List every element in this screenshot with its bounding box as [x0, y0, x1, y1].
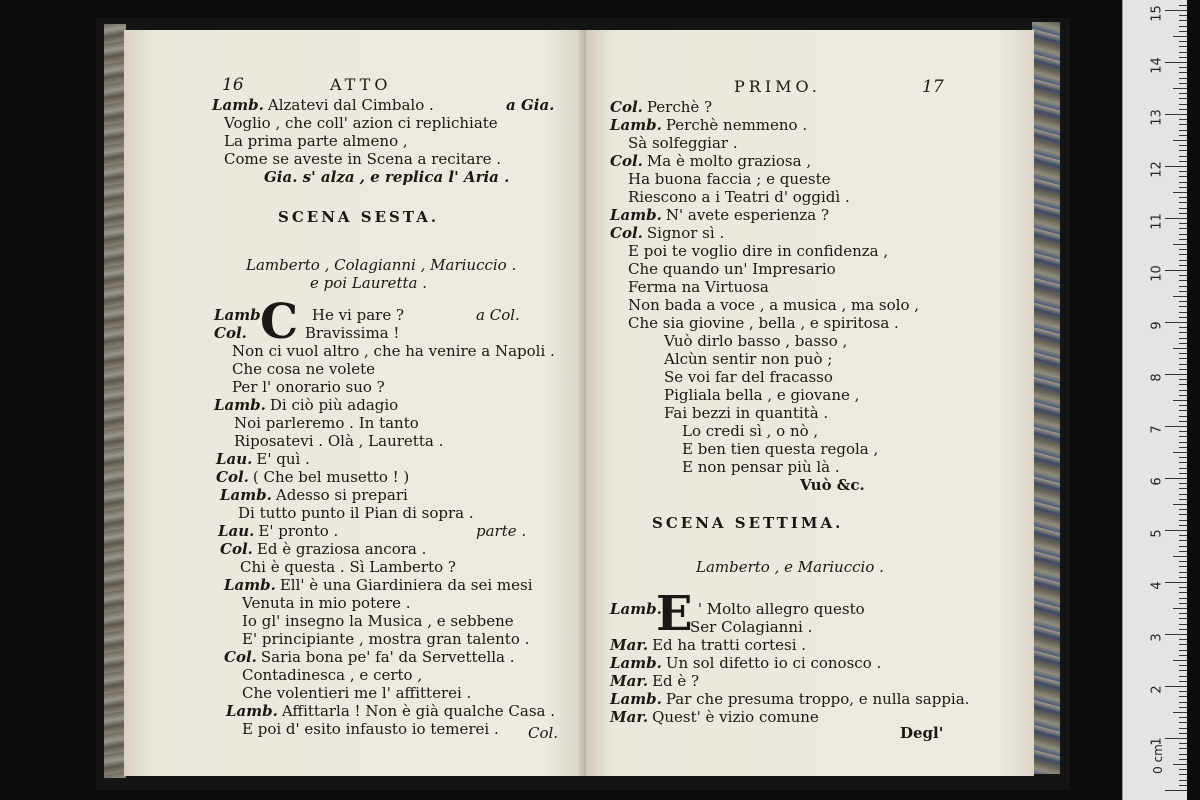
text-line: Di tutto punto il Pian di sopra . [238, 504, 474, 522]
ruler-tick [1179, 369, 1187, 370]
text-line: Mar. Ed ha tratti cortesi . [610, 636, 807, 654]
text-line: Riposatevi . Olà , Lauretta . [234, 432, 444, 450]
text-line: Col. Signor sì . [610, 224, 725, 242]
ruler-tick [1179, 312, 1187, 313]
ruler-tick [1179, 213, 1187, 214]
ruler-tick [1179, 254, 1187, 255]
ruler-tick [1179, 733, 1187, 734]
ruler-tick [1179, 431, 1187, 432]
ruler-tick [1179, 72, 1187, 73]
character-list: Lamberto , e Mariuccio . [696, 558, 884, 576]
ruler-tick [1179, 509, 1187, 510]
ruler-tick [1179, 457, 1187, 458]
scene-title: SCENA SETTIMA. [652, 514, 844, 532]
text-line: Non ci vuol altro , che ha venire a Napoli . [232, 342, 555, 360]
right-running-head: PRIMO. [734, 77, 821, 96]
ruler-tick [1179, 561, 1187, 562]
ruler-tick [1179, 239, 1187, 240]
text-line: La prima parte almeno , [224, 132, 408, 150]
text-line: Lamb. Adesso si prepari [220, 486, 408, 504]
ruler-tick [1179, 182, 1187, 183]
ruler-tick [1179, 145, 1187, 146]
ruler-tick [1165, 738, 1187, 739]
text-line: E poi d' esito infausto io temerei . [242, 720, 499, 738]
ruler-tick [1179, 624, 1187, 625]
ruler-tick [1179, 150, 1187, 151]
stage-aside: a Gia. [506, 96, 555, 114]
text-line: Col. Bravissima ! [214, 324, 400, 342]
ruler-tick [1179, 384, 1187, 385]
text-line: Riescono a i Teatri d' oggidì . [628, 188, 850, 206]
ruler-tick [1179, 520, 1187, 521]
ruler-tick [1179, 535, 1187, 536]
ruler-label: 10 [1149, 265, 1165, 282]
ruler-tick [1179, 592, 1187, 593]
ruler-tick [1179, 774, 1187, 775]
ruler-tick [1179, 291, 1187, 292]
ruler-tick [1179, 494, 1187, 495]
ruler-tick [1179, 566, 1187, 567]
verse-line: Alcùn sentir non può ; [664, 350, 833, 368]
ruler-tick [1173, 712, 1187, 713]
text-line: Col. Ma è molto graziosa , [610, 152, 812, 170]
ruler-unit-label: 0 cm [1150, 744, 1165, 774]
ruler-tick [1179, 135, 1187, 136]
ruler-tick [1165, 530, 1187, 531]
ruler-tick [1179, 551, 1187, 552]
ruler-tick [1165, 114, 1187, 115]
ruler-tick [1179, 161, 1187, 162]
text-line: Che quando un' Impresario [628, 260, 836, 278]
ruler-tick [1179, 416, 1187, 417]
ruler-tick [1173, 88, 1187, 89]
ruler-tick [1179, 613, 1187, 614]
text-line: Voglio , che coll' azion ci replichiate [224, 114, 498, 132]
ruler-tick [1179, 681, 1187, 682]
ruler-tick [1179, 93, 1187, 94]
ruler-label: 15 [1149, 5, 1165, 22]
text-line: Contadinesca , e certo , [242, 666, 423, 684]
ruler-tick [1165, 634, 1187, 635]
ruler-tick [1179, 525, 1187, 526]
ruler-label: 7 [1149, 425, 1165, 434]
text-line: Per l' onorario suo ? [232, 378, 385, 396]
ruler-tick [1179, 603, 1187, 604]
verse-line: E non pensar più là . [682, 458, 840, 476]
ruler-tick [1179, 41, 1187, 42]
ruler-tick [1179, 483, 1187, 484]
ruler-tick [1173, 400, 1187, 401]
ruler-label: 2 [1149, 685, 1165, 694]
ruler-tick [1179, 109, 1187, 110]
ruler-tick [1179, 280, 1187, 281]
ruler-tick [1173, 556, 1187, 557]
ruler-tick [1179, 327, 1187, 328]
text-line: Lamb. Ell' è una Giardiniera da sei mesi [224, 576, 533, 594]
ruler-tick [1173, 244, 1187, 245]
ruler-tick [1179, 577, 1187, 578]
text-line: Mar. Quest' è vizio comune [610, 708, 819, 726]
ruler-tick [1165, 686, 1187, 687]
ruler-tick [1165, 582, 1187, 583]
ruler-label: 3 [1149, 633, 1165, 642]
ruler-label: 13 [1149, 109, 1165, 126]
ruler-tick [1165, 426, 1187, 427]
ruler-tick [1179, 78, 1187, 79]
ruler-tick [1179, 442, 1187, 443]
text-line: Lamb. Alzatevi dal Cimbalo . [212, 96, 434, 114]
ruler-tick [1179, 98, 1187, 99]
text-line: Ferma na Virtuosa [628, 278, 769, 296]
ruler-tick [1165, 478, 1187, 479]
ruler-tick [1179, 130, 1187, 131]
ruler-tick [1173, 296, 1187, 297]
ruler-tick [1179, 728, 1187, 729]
ruler-tick [1179, 83, 1187, 84]
ruler-tick [1179, 780, 1187, 781]
ruler-tick [1179, 26, 1187, 27]
ruler-tick [1179, 670, 1187, 671]
ruler-tick [1179, 722, 1187, 723]
ruler-tick [1179, 618, 1187, 619]
text-line: Lamb. Par che presuma troppo, e nulla sappia. [610, 690, 970, 708]
ruler-tick [1179, 286, 1187, 287]
ruler-tick [1179, 249, 1187, 250]
ruler-tick [1179, 644, 1187, 645]
left-running-head: ATTO [330, 75, 392, 94]
ruler-tick [1173, 660, 1187, 661]
text-line: Sà solfeggiar . [628, 134, 738, 152]
ruler-tick [1179, 104, 1187, 105]
ruler-tick [1179, 332, 1187, 333]
ruler-tick [1179, 759, 1187, 760]
ruler-tick [1179, 390, 1187, 391]
ruler-tick [1165, 374, 1187, 375]
text-line: Col. ( Che bel musetto ! ) [216, 468, 410, 486]
right-cover-edge [1032, 22, 1060, 774]
ruler-tick [1179, 785, 1187, 786]
text-line: Lamb. N' avete esperienza ? [610, 206, 830, 224]
text-line: Lamb. Di ciò più adagio [214, 396, 399, 414]
ruler-tick [1179, 31, 1187, 32]
ruler-tick [1179, 676, 1187, 677]
da-capo-mark: Vuò &c. [800, 476, 865, 494]
ruler-tick [1179, 228, 1187, 229]
ruler-tick [1179, 499, 1187, 500]
text-line: Mar. Ed è ? [610, 672, 700, 690]
ruler-tick [1165, 62, 1187, 63]
text-line: Che cosa ne volete [232, 360, 376, 378]
text-line: Lamb. ' Molto allegro questo [610, 600, 865, 618]
text-line: Io gl' insegno la Musica , e sebbene [242, 612, 514, 630]
catchword: Degl' [900, 724, 944, 742]
ruler-tick [1179, 20, 1187, 21]
ruler-tick [1179, 702, 1187, 703]
ruler-tick [1179, 639, 1187, 640]
left-page [124, 30, 586, 776]
ruler-tick [1165, 322, 1187, 323]
text-line: E poi te voglio dire in confidenza , [628, 242, 889, 260]
ruler-tick [1179, 338, 1187, 339]
ruler-tick [1179, 306, 1187, 307]
ruler-label: 14 [1149, 57, 1165, 74]
ruler-tick [1173, 140, 1187, 141]
ruler-tick [1179, 364, 1187, 365]
ruler-tick [1165, 270, 1187, 271]
ruler-tick [1179, 488, 1187, 489]
ruler-tick [1179, 696, 1187, 697]
text-line: Lamb. Un sol difetto io ci conosco . [610, 654, 882, 672]
ruler-tick [1179, 156, 1187, 157]
ruler-tick [1179, 379, 1187, 380]
ruler-tick [1173, 192, 1187, 193]
text-line: Come se aveste in Scena a recitare . [224, 150, 502, 168]
ruler-tick [1179, 317, 1187, 318]
ruler-tick [1179, 353, 1187, 354]
verse-line: Pigliala bella , e giovane , [664, 386, 860, 404]
text-line: Lamb. He vi pare ? [214, 306, 405, 324]
ruler-tick [1165, 10, 1187, 11]
ruler-tick [1173, 36, 1187, 37]
text-line: Venuta in mio potere . [242, 594, 411, 612]
ruler-tick [1179, 301, 1187, 302]
ruler-tick [1179, 187, 1187, 188]
ruler-tick [1179, 473, 1187, 474]
text-line: Lau. E' pronto . [218, 522, 339, 540]
text-line: Non bada a voce , a musica , ma solo , [628, 296, 920, 314]
ruler-tick [1179, 447, 1187, 448]
ruler-tick [1173, 608, 1187, 609]
ruler-tick [1179, 119, 1187, 120]
text-line: Che volentieri me l' affitterei . [242, 684, 472, 702]
ruler-tick [1179, 462, 1187, 463]
drop-cap: E [656, 586, 693, 642]
ruler-label: 8 [1149, 373, 1165, 382]
text-line: Lamb. Affittarla ! Non è già qualche Casa . [226, 702, 556, 720]
ruler-tick [1179, 665, 1187, 666]
scene-title: SCENA SESTA. [278, 208, 440, 226]
left-folio: 16 [222, 75, 244, 95]
right-page [586, 30, 1034, 776]
verse-line: Lo credi sì , o nò , [682, 422, 819, 440]
ruler-tick [1179, 707, 1187, 708]
ruler-tick [1179, 405, 1187, 406]
text-line: Col. Saria bona pe' fa' da Servettella . [224, 648, 515, 666]
ruler-tick [1179, 572, 1187, 573]
text-line: Col. Ed è graziosa ancora . [220, 540, 427, 558]
ruler-tick [1173, 504, 1187, 505]
character-list: e poi Lauretta . [310, 274, 427, 292]
text-line: Col. Perchè ? [610, 98, 713, 116]
ruler-tick [1179, 754, 1187, 755]
verse-line: E ben tien questa regola , [682, 440, 879, 458]
character-list: Lamberto , Colagianni , Mariuccio . [246, 256, 517, 274]
ruler-label: 12 [1149, 161, 1165, 178]
ruler-tick [1179, 202, 1187, 203]
text-line: Noi parleremo . In tanto [234, 414, 419, 432]
ruler-tick [1179, 171, 1187, 172]
ruler-tick [1179, 223, 1187, 224]
left-cover-edge [104, 24, 126, 778]
ruler-tick [1173, 452, 1187, 453]
ruler-tick [1179, 260, 1187, 261]
measurement-ruler [1122, 0, 1187, 800]
ruler-label: 4 [1149, 581, 1165, 590]
ruler-tick [1179, 124, 1187, 125]
ruler-tick [1179, 15, 1187, 16]
ruler-tick [1179, 52, 1187, 53]
ruler-tick [1165, 166, 1187, 167]
ruler-label: 11 [1149, 213, 1165, 230]
ruler-tick [1179, 5, 1187, 6]
ruler-label: 5 [1149, 529, 1165, 538]
ruler-tick [1179, 540, 1187, 541]
text-line: Lamb. Perchè nemmeno . [610, 116, 808, 134]
ruler-tick [1179, 265, 1187, 266]
ruler-tick [1179, 748, 1187, 749]
verse-line: Fai bezzi in quantità . [664, 404, 829, 422]
ruler-tick [1179, 343, 1187, 344]
stage-aside: parte . [476, 522, 527, 540]
ruler-tick [1179, 650, 1187, 651]
ruler-label: 9 [1149, 321, 1165, 330]
ruler-tick [1179, 655, 1187, 656]
text-line: E' principiante , mostra gran talento . [242, 630, 530, 648]
ruler-tick [1179, 598, 1187, 599]
ruler-tick [1179, 468, 1187, 469]
ruler-tick [1173, 348, 1187, 349]
ruler-tick [1179, 67, 1187, 68]
ruler-tick [1165, 218, 1187, 219]
stage-aside: a Col. [476, 306, 520, 324]
ruler-tick [1179, 57, 1187, 58]
right-folio: 17 [922, 77, 944, 97]
text-line: Ha buona faccia ; e queste [628, 170, 831, 188]
ruler-label: 6 [1149, 477, 1165, 486]
catchword: Col. [528, 724, 559, 742]
ruler-tick [1165, 790, 1187, 791]
verse-line: Se voi far del fracasso [664, 368, 833, 386]
stage-direction: Gia. s' alza , e replica l' Aria . [264, 168, 510, 186]
ruler-tick [1179, 421, 1187, 422]
ruler-label: 1 [1149, 737, 1165, 746]
ruler-tick [1179, 275, 1187, 276]
ruler-tick [1179, 691, 1187, 692]
drop-cap: C [260, 294, 299, 350]
ruler-tick [1179, 410, 1187, 411]
ruler-tick [1179, 587, 1187, 588]
text-line: Lau. E' quì . [216, 450, 310, 468]
ruler-tick [1173, 764, 1187, 765]
text-line: Che sia giovine , bella , e spiritosa . [628, 314, 899, 332]
ruler-tick [1179, 514, 1187, 515]
ruler-tick [1179, 395, 1187, 396]
ruler-tick [1179, 629, 1187, 630]
ruler-tick [1179, 436, 1187, 437]
ruler-tick [1179, 208, 1187, 209]
ruler-tick [1179, 769, 1187, 770]
text-line: Ser Colagianni . [690, 618, 813, 636]
verse-line: Vuò dirlo basso , basso , [664, 332, 848, 350]
ruler-tick [1179, 743, 1187, 744]
ruler-tick [1179, 358, 1187, 359]
text-line: Chi è questa . Sì Lamberto ? [240, 558, 456, 576]
ruler-tick [1179, 197, 1187, 198]
ruler-tick [1179, 176, 1187, 177]
ruler-tick [1179, 717, 1187, 718]
ruler-tick [1179, 546, 1187, 547]
ruler-tick [1179, 46, 1187, 47]
ruler-tick [1179, 234, 1187, 235]
